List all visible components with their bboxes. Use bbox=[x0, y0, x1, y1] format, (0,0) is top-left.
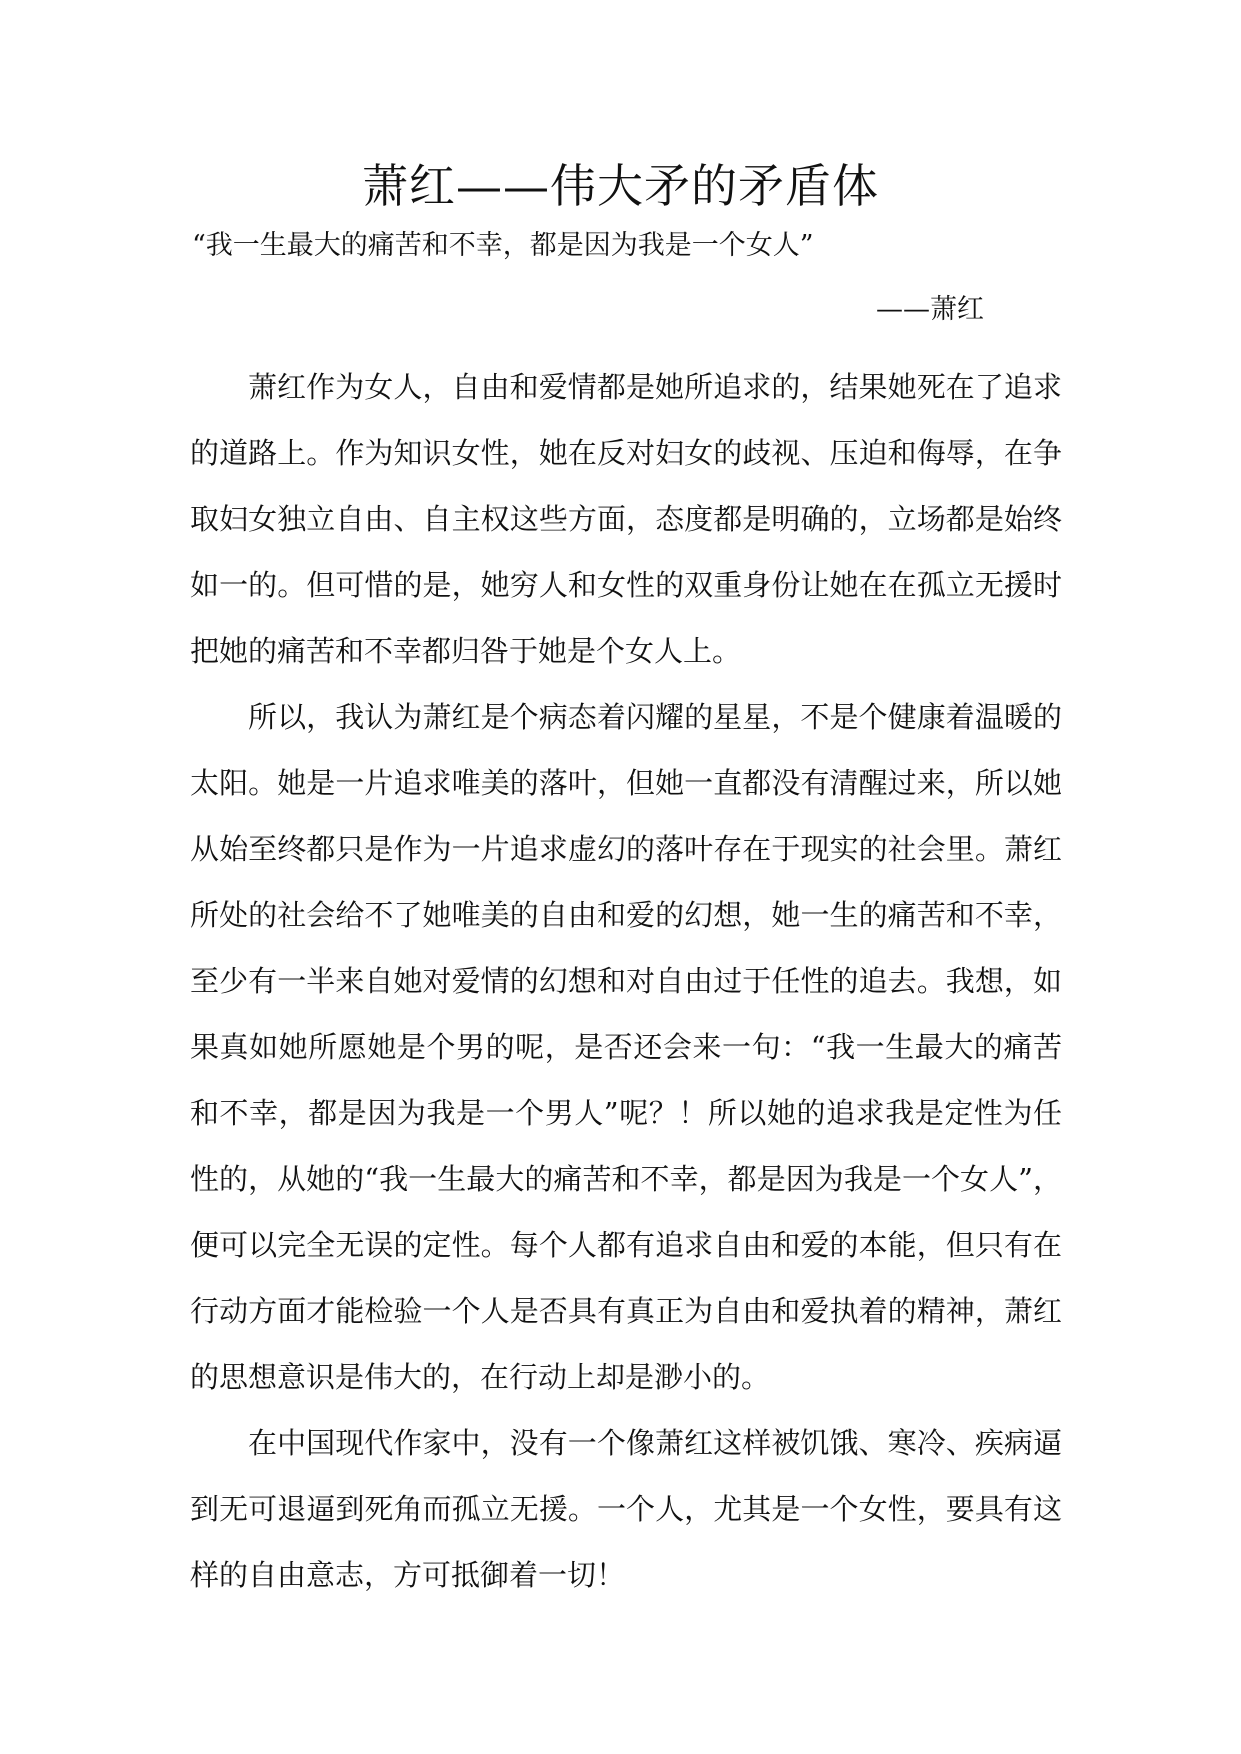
epigraph-quote: “我一生最大的痛苦和不幸，都是因为我是一个女人” bbox=[192, 230, 814, 261]
page-title: 萧红——伟大矛的矛盾体 bbox=[362, 159, 879, 213]
document-body bbox=[190, 354, 1062, 1608]
epigraph-attribution: ——萧红 bbox=[876, 294, 984, 325]
paragraph: 在中国现代作家中，没有一个像萧红这样被饥饿、寒冷、疾病逼到无可退逼到死角而孤立无援。一个人，尤其是一个女性，要具有这样的自由意志，方可抵御着一切！ bbox=[190, 1426, 1062, 1592]
paragraph: 所以，我认为萧红是个病态着闪耀的星星，不是个健康着温暖的太阳。她是一片追求唯美的落叶，但她一直都没有清醒过来，所以她从始至终都只是作为一片追求虚幻的落叶存在于现实的社会里。萧红所处的社会给不了她唯美的自由和爱的幻想，她一生的痛苦和不幸，至少有一半来自她对爱情的幻想和对自由过于任性的追去。我想，如果真如她所愿她是个男的呢，是否还会来一句：“我一生最大的痛苦和不幸，都是因为我是一个男人”呢？！所以她的追求我是定性为任性的，从她的“我一生最大的痛苦和不幸，都是因为我是一个女人”，便可以完全无误的定性。每个人都有追求自由和爱的本能，但只有在行动方面才能检验一个人是否具有真正为自由和爱执着的精神，萧红的思想意识是伟大的，在行动上却是渺小的。 bbox=[190, 700, 1062, 1394]
paragraph: 萧红作为女人，自由和爱情都是她所追求的，结果她死在了追求的道路上。作为知识女性，她在反对妇女的歧视、压迫和侮辱，在争取妇女独立自由、自主权这些方面，态度都是明确的，立场都是始终如一的。但可惜的是，她穷人和女性的双重身份让她在在孤立无援时把她的痛苦和不幸都归咎于她是个女人上。 bbox=[190, 370, 1062, 668]
